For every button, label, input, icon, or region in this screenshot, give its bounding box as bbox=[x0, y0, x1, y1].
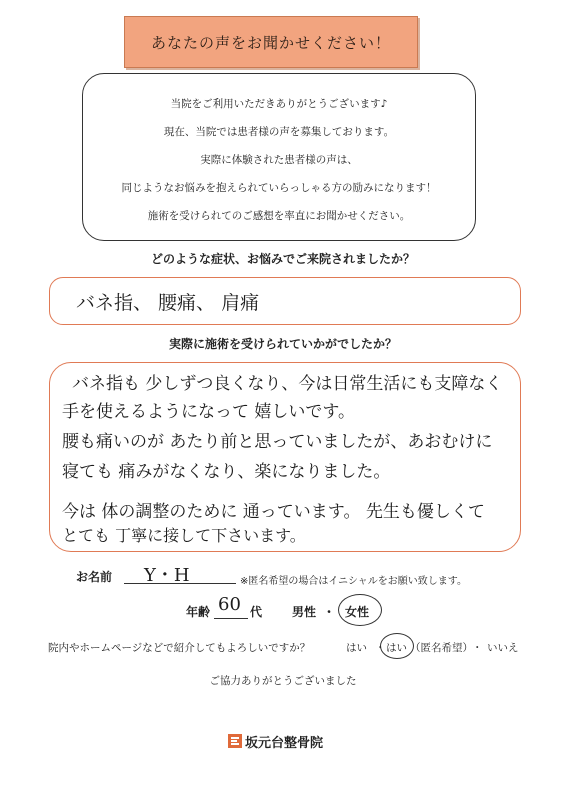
consent-no: いいえ bbox=[487, 642, 519, 654]
answer-box-experience bbox=[49, 362, 521, 552]
intro-line: 実際に体験された患者様の声は、 bbox=[200, 154, 358, 166]
consent-yes: はい bbox=[346, 642, 367, 654]
consent-separator: ・ bbox=[472, 642, 483, 654]
clinic-name: 坂元台整骨院 bbox=[245, 736, 324, 751]
age-value: 60 bbox=[218, 594, 241, 615]
answer-line: とても 丁寧に接して下さいます。 bbox=[62, 526, 306, 545]
answer-line: 腰も痛いのが あたり前と思っていましたが、あおむけに bbox=[62, 432, 493, 452]
consent-anon-note: （匿名希望） bbox=[410, 642, 473, 654]
intro-line: 当院をご利用いただきありがとうございます♪ bbox=[170, 98, 388, 110]
consent-question: 院内やホームページなどで紹介してもよろしいですか？ bbox=[48, 642, 311, 654]
thanks-message: ご協力ありがとうございました bbox=[209, 675, 357, 687]
answer-box-symptoms bbox=[49, 277, 521, 325]
answer-line: 手を使えるようになって 嬉しいです。 bbox=[62, 402, 356, 422]
name-value: Y・H bbox=[144, 565, 190, 586]
answer-symptoms: バネ指、 腰痛、 肩痛 bbox=[76, 292, 260, 314]
intro-line: 同じようなお悩みを抱えられていらっしゃる方の励みになります！ bbox=[121, 182, 437, 194]
consent-separator: ・ bbox=[375, 642, 386, 654]
answer-line: バネ指も 少しずつ良くなり、今は日常生活にも支障なく bbox=[72, 374, 503, 394]
answer-line: 寝ても 痛みがなくなり、楽になりました。 bbox=[62, 462, 391, 482]
age-label: 年齢 bbox=[186, 605, 211, 619]
question-experience: 実際に施術を受けられていかがでしたか？ bbox=[168, 337, 397, 351]
question-symptoms: どのような症状、お悩みでご来院されましたか？ bbox=[150, 252, 415, 266]
consent-yes-anon: はい bbox=[386, 642, 407, 654]
gender-male: 男性 bbox=[292, 605, 317, 619]
name-field bbox=[124, 563, 236, 584]
answer-line: 今は 体の調整のために 通っています。 先生も優しくて bbox=[62, 502, 485, 522]
gender-female: 女性 bbox=[345, 605, 370, 619]
gender-separator: ・ bbox=[323, 605, 336, 619]
name-note: ※匿名希望の場合はイニシャルをお願い致します。 bbox=[240, 576, 467, 587]
age-field bbox=[214, 596, 248, 619]
intro-line: 現在、当院では患者様の声を募集しております。 bbox=[163, 126, 395, 138]
age-unit: 代 bbox=[250, 605, 263, 619]
page-title: あなたの声をお聞かせください！ bbox=[124, 16, 418, 68]
intro-box bbox=[82, 73, 476, 241]
name-label: お名前 bbox=[76, 570, 113, 584]
intro-line: 施術を受けられてのご感想を率直にお聞かせください。 bbox=[147, 210, 411, 222]
clinic-logo-icon bbox=[228, 733, 242, 747]
